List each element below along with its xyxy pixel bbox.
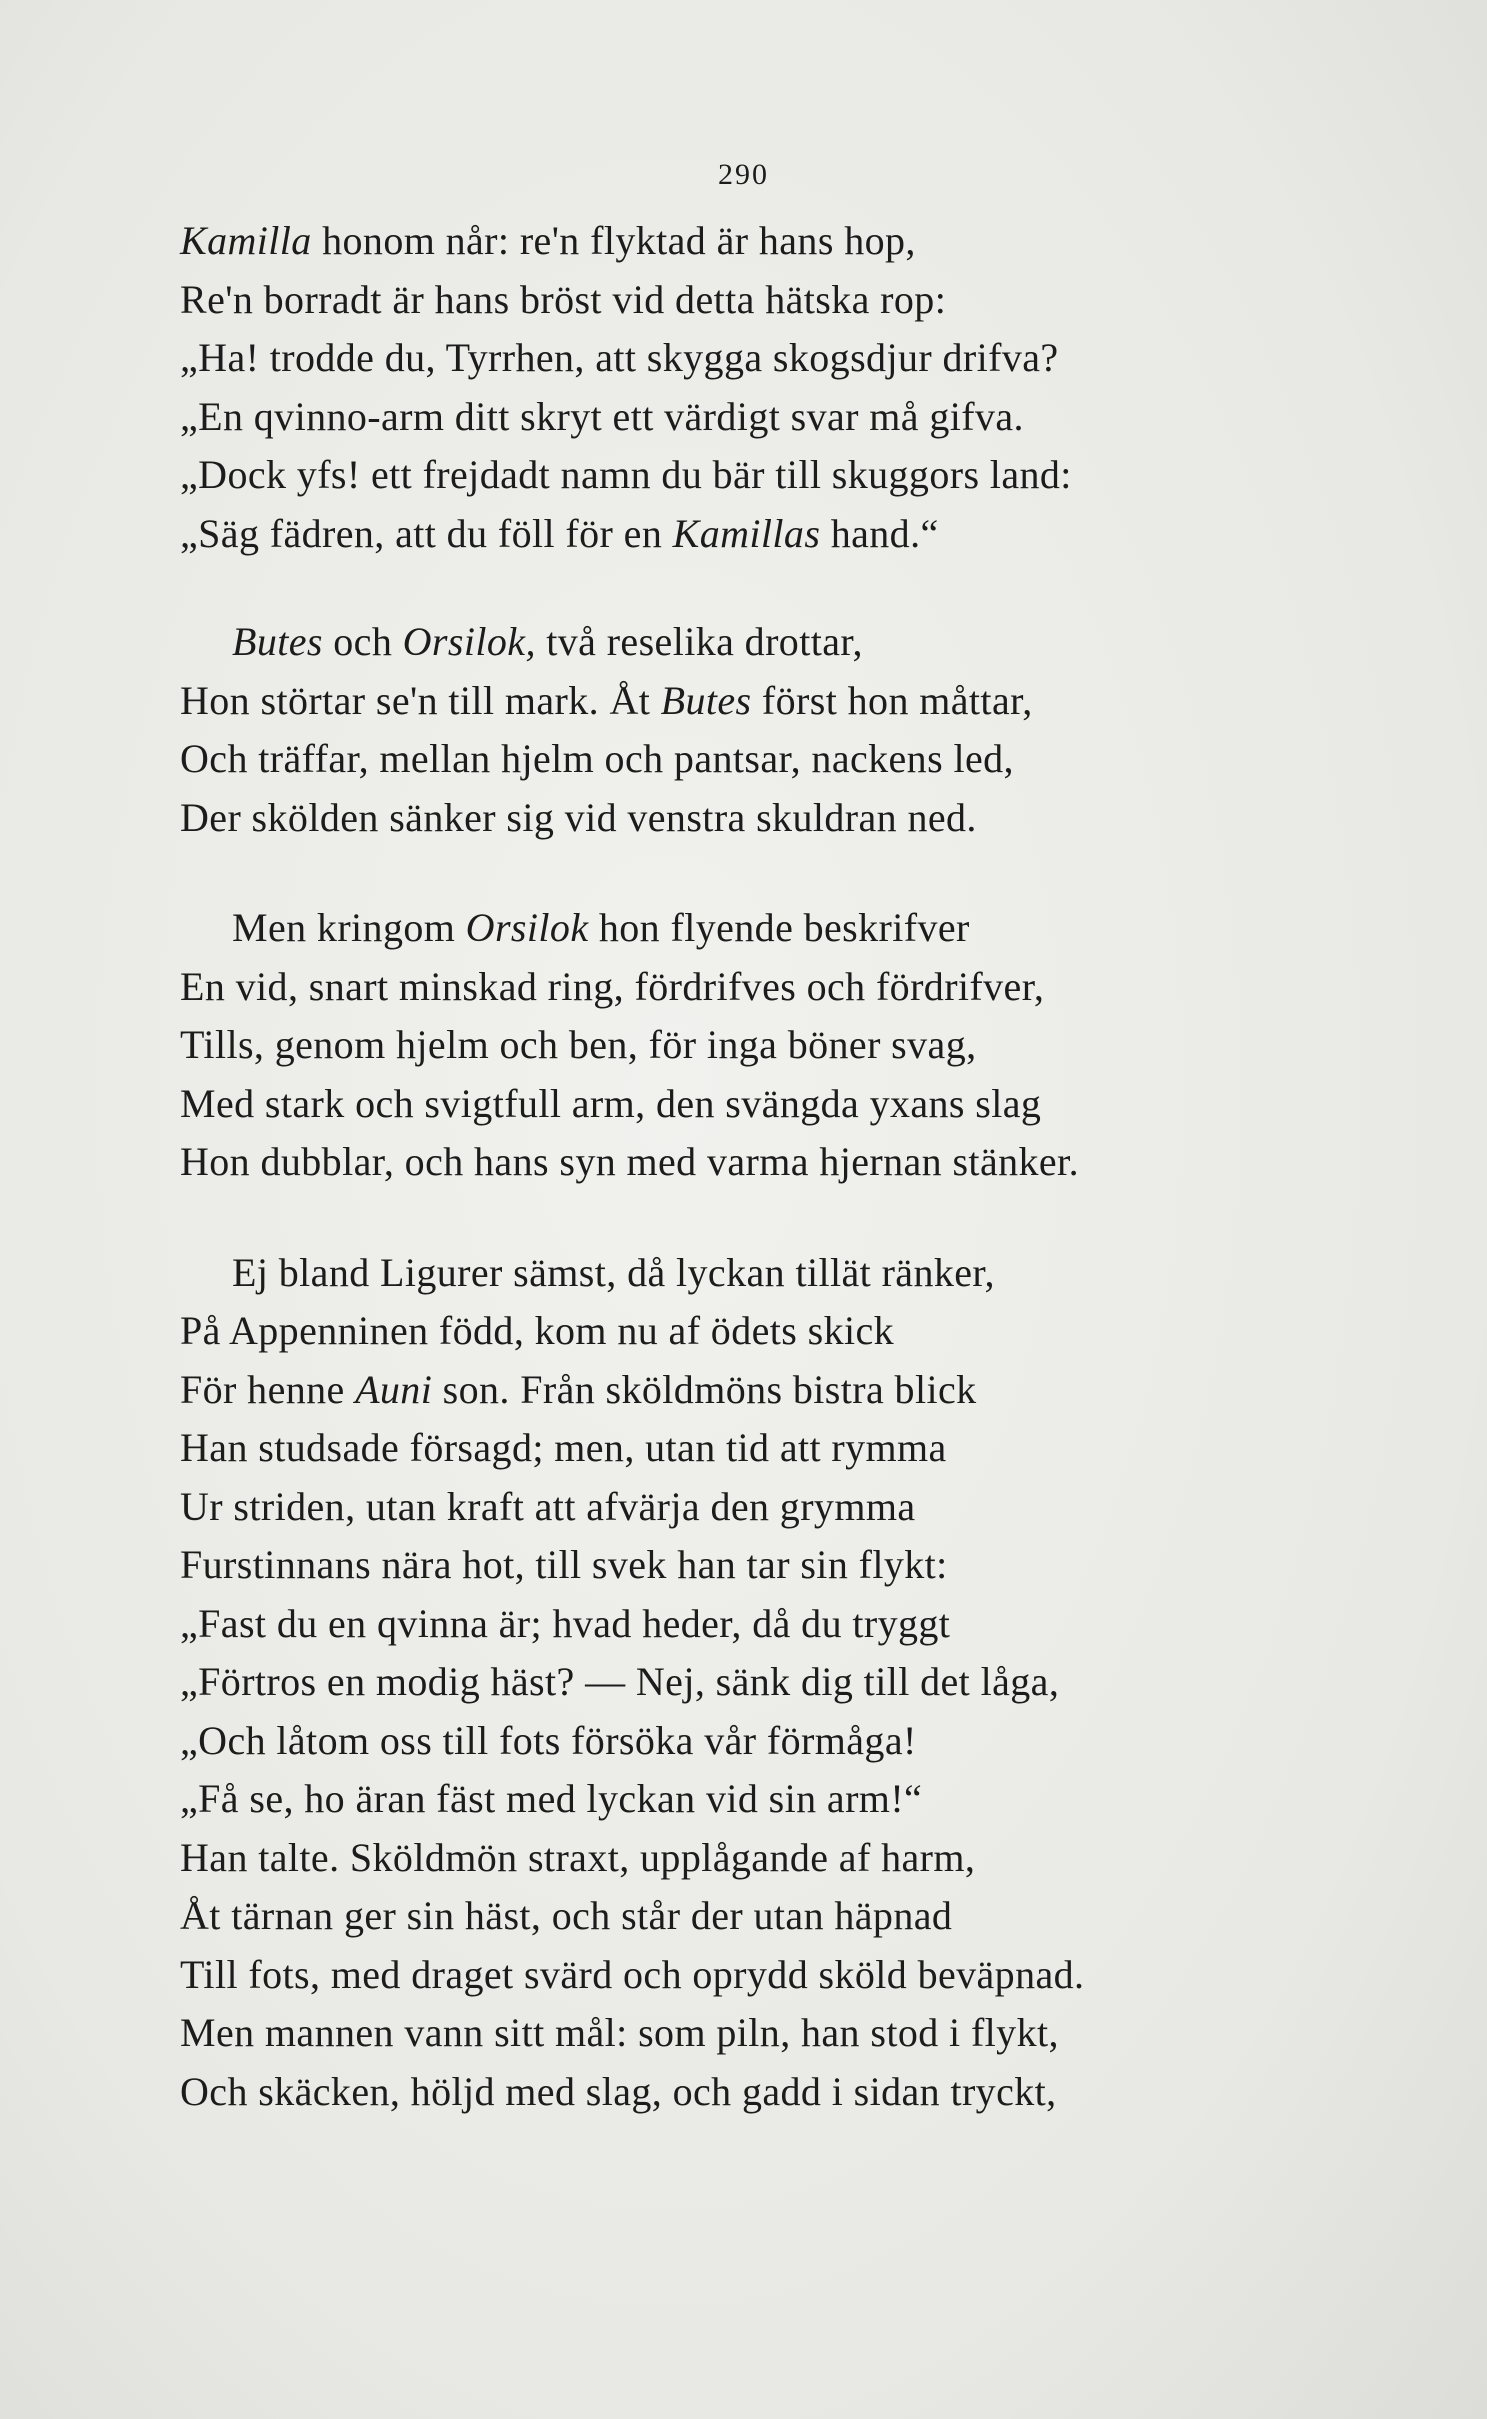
stanza-2: [180, 613, 1320, 847]
verse-text: „Fast du en qvinna är; hvad heder, då du tryggt: [180, 1600, 951, 1646]
verse-text: Men mannen vann sitt mål: som piln, han stod i flykt,: [180, 2010, 1059, 2055]
verse-text: „Ha! trodde du, Tyrrhen, att skygga skogsdjur drifva?: [180, 335, 1059, 380]
verse-line: [180, 613, 1320, 672]
page-number: 290: [718, 158, 769, 191]
verse-line: [180, 2063, 1320, 2122]
stanza-1: [180, 212, 1320, 563]
verse-text: Ej bland Ligurer sämst, då lyckan tillät ränker,: [232, 1249, 995, 1295]
verse-text: Tills, genom hjelm och ben, för inga böner svag,: [180, 1022, 977, 1067]
stanza-3: [180, 899, 1320, 1192]
verse-line: [180, 899, 1320, 958]
verse-line: [180, 1361, 1320, 1420]
italic-name: Orsilok: [465, 905, 589, 950]
verse-line: [180, 505, 1320, 564]
verse-line: [180, 1887, 1320, 1946]
verse-text: Med stark och svigtfull arm, den svängda yxans slag: [180, 1080, 1042, 1126]
stanza-break: [180, 1192, 1320, 1244]
verse-line: [180, 1419, 1320, 1478]
verse-line: [180, 388, 1320, 447]
verse-text: Hon dubblar, och hans syn med varma hjernan stänker.: [180, 1139, 1079, 1184]
verse-line: [180, 958, 1320, 1017]
verse-line: [180, 2004, 1320, 2063]
verse-text: honom når: re'n flyktad är hans hop,: [311, 218, 916, 263]
stanza-break: [180, 847, 1320, 899]
verse-line: [180, 212, 1320, 271]
verse-line: [180, 1244, 1320, 1303]
verse-text: „Dock yfs! ett frejdadt namn du bär till skuggors land:: [180, 452, 1072, 497]
verse-text: Och träffar, mellan hjelm och pantsar, nackens led,: [180, 736, 1014, 781]
italic-name: Orsilok,: [402, 619, 536, 664]
verse-line: [180, 1712, 1320, 1771]
verse-text: hand.“: [820, 510, 939, 556]
verse-text: För henne: [180, 1366, 356, 1412]
verse-text: Han talte. Sköldmön straxt, upplågande af harm,: [180, 1834, 976, 1880]
verse-text: „Få se, ho äran fäst med lyckan vid sin arm!“: [180, 1776, 923, 1821]
verse-text: Furstinnans nära hot, till svek han tar sin flykt:: [180, 1542, 948, 1587]
verse-text: Men kringom: [232, 905, 466, 950]
verse-line: [180, 1770, 1320, 1829]
stanza-4: [180, 1244, 1320, 2122]
italic-name: Butes: [660, 677, 752, 723]
verse-line: [180, 672, 1320, 731]
verse-line: [180, 1946, 1320, 2005]
verse-text: Till fots, med draget svärd och oprydd sköld beväpnad.: [180, 1951, 1085, 1997]
verse-text: hon flyende beskrifver: [588, 905, 970, 950]
verse-text: först hon måttar,: [751, 677, 1033, 723]
verse-text: två reselika drottar,: [535, 619, 863, 664]
verse-line: [180, 271, 1320, 330]
verse-text: och: [322, 619, 403, 664]
verse-line: [180, 446, 1320, 505]
verse-line: [180, 1595, 1320, 1654]
verse-line: [180, 789, 1320, 848]
verse-line: [180, 1133, 1320, 1192]
verse-line: [180, 1016, 1320, 1075]
italic-name: Butes: [232, 619, 323, 664]
verse-text: Ur striden, utan kraft att afvärja den grymma: [180, 1483, 916, 1529]
verse-text: Åt tärnan ger sin häst, och står der utan häpnad: [180, 1893, 953, 1938]
verse-line: [180, 1653, 1320, 1712]
stanza-break: [180, 563, 1320, 613]
verse-line: [180, 1075, 1320, 1134]
italic-name: Kamillas: [672, 510, 821, 556]
verse-text: „Och låtom oss till fots försöka vår förmåga!: [180, 1717, 917, 1763]
verse-line: [180, 730, 1320, 789]
verse-line: [180, 1536, 1320, 1595]
verse-text: „Säg fädren, att du föll för en: [180, 510, 673, 556]
verse-line: [180, 1302, 1320, 1361]
verse-line: [180, 1829, 1320, 1888]
verse-text: På Appenninen född, kom nu af ödets skick: [180, 1308, 895, 1353]
verse-text: son. Från sköldmöns bistra blick: [432, 1366, 977, 1412]
verse-text: „En qvinno-arm ditt skryt ett värdigt svar må gifva.: [180, 393, 1024, 439]
verse-line: [180, 1478, 1320, 1537]
poem-text: [180, 212, 1320, 2121]
verse-text: En vid, snart minskad ring, fördrifves och fördrifver,: [180, 963, 1045, 1009]
italic-name: Auni: [355, 1366, 433, 1412]
verse-text: Re'n borradt är hans bröst vid detta hätska rop:: [180, 276, 947, 322]
verse-text: Der skölden sänker sig vid venstra skuldran ned.: [180, 794, 977, 840]
verse-text: „Förtros en modig häst? — Nej, sänk dig till det låga,: [180, 1659, 1060, 1704]
verse-text: Hon störtar se'n till mark. Åt: [180, 677, 661, 723]
verse-line: [180, 329, 1320, 388]
verse-text: Han studsade försagd; men, utan tid att rymma: [180, 1425, 947, 1470]
verse-text: Och skäcken, höljd med slag, och gadd i sidan tryckt,: [180, 2068, 1057, 2114]
italic-name: Kamilla: [180, 218, 312, 263]
